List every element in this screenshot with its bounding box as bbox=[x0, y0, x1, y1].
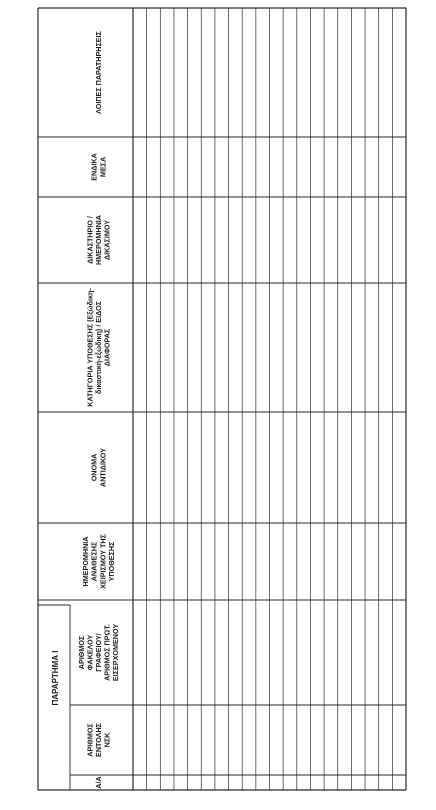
column-header-notes bbox=[94, 30, 103, 113]
column-header-line: ΔΙΚΑΣΙΜΟΥ bbox=[102, 219, 112, 261]
column-header-line: ΔΙΚΑΣΤΗΡΙΟ / bbox=[85, 216, 95, 264]
column-header-line: ΑΝΑΘΕΣΗΣ bbox=[89, 541, 99, 582]
column-header-line: ΔΙΑΦΟΡΑΣ bbox=[102, 328, 112, 367]
column-header-aa bbox=[94, 776, 103, 788]
column-header-line: δικαστική-εξώδικη) / ΕΙΔΟΣ bbox=[94, 301, 103, 394]
column-header-line: ΑΡΙΘΜΟΣ ΠΡΩΤ. bbox=[102, 624, 112, 681]
column-header-line: Α/Α bbox=[94, 776, 103, 789]
column-header-date bbox=[81, 533, 116, 588]
column-header-line: ΕΙΣΕΡΧΟΜΕΝΟΥ bbox=[111, 623, 121, 682]
table-header bbox=[51, 30, 120, 788]
column-header-line: ΜΕΣΑ bbox=[98, 156, 108, 178]
column-header-file bbox=[77, 624, 120, 681]
annex-title: ΠΑΡΑΡΤΗΜΑ I bbox=[51, 650, 60, 706]
column-header-line: ΥΠΟΘΕΣΗΣ bbox=[106, 541, 116, 582]
column-header-remedies bbox=[90, 153, 108, 181]
column-header-line: ΕΝΤΟΛΗΣ bbox=[94, 723, 103, 757]
column-header-line: ΦΑΚΕΛΟΥ bbox=[85, 634, 95, 671]
column-header-opponent bbox=[90, 448, 108, 487]
column-header-line: ΚΑΤΗΓΟΡΙΑ ΥΠΟΘΕΣΗΣ (Εξώδικη- bbox=[85, 288, 95, 407]
column-header-line: ΧΕΙΡΙΣΜΟΥ ΤΗΣ bbox=[98, 534, 108, 589]
column-header-nsk bbox=[85, 722, 111, 757]
column-header-line: ΑΝΤΙΔΙΚΟΥ bbox=[98, 448, 108, 487]
column-header-line: ΓΡΑΦΕΙΟΥ/ bbox=[94, 633, 103, 672]
column-header-line: ΕΝΔΙΚΑ bbox=[89, 153, 99, 181]
column-header-line: ΛΟΙΠΕΣ ΠΑΡΑΤΗΡΗΣΕΙΣ bbox=[94, 31, 103, 114]
column-header-category bbox=[85, 288, 111, 407]
column-header-line: ΟΝΟΜΑ bbox=[89, 453, 99, 482]
column-header-line: ΗΜΕΡΟΜΗΝΙΑ bbox=[81, 536, 91, 587]
column-header-line: ΗΜΕΡΟΜΗΝΙΑ bbox=[94, 215, 103, 265]
column-header-line: ΑΡΙΘΜΟΣ bbox=[85, 723, 95, 757]
column-header-court bbox=[85, 215, 111, 265]
column-header-line: ΑΡΙΘΜΟΣ bbox=[76, 635, 86, 670]
column-header-line: ΝΣΚ bbox=[102, 732, 112, 748]
